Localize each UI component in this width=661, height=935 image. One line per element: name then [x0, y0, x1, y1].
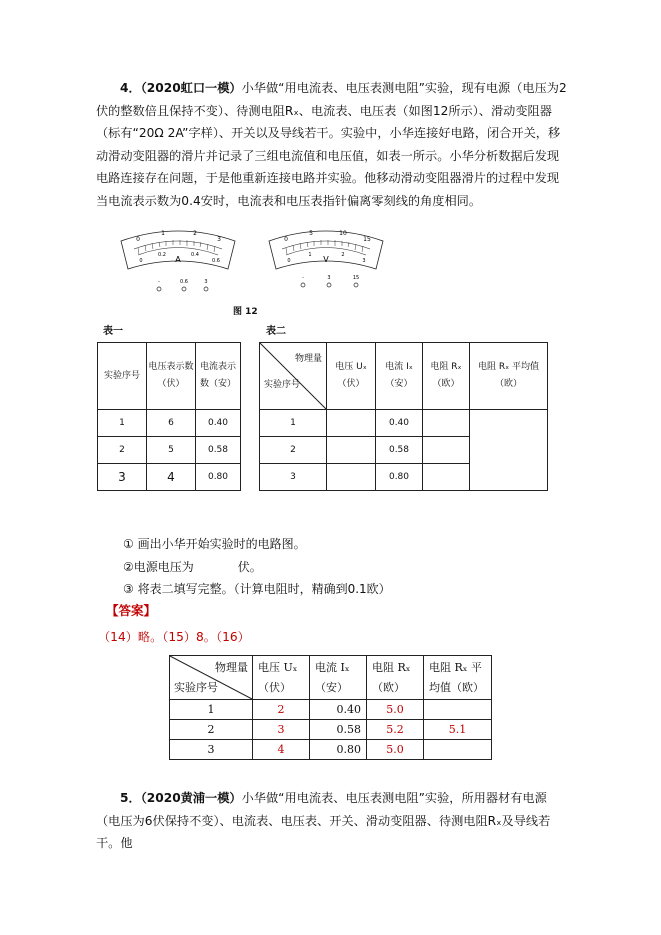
figure-caption: 图 12	[233, 307, 258, 317]
problem-4-paragraph	[96, 77, 570, 212]
table2-cell	[327, 410, 376, 437]
table-row	[260, 410, 548, 437]
problem-4-source: （2020虹口一模）	[140, 81, 242, 95]
voltmeter-top-tick-0: 0	[284, 236, 288, 243]
table2-cell: 0.80	[376, 464, 423, 491]
table2-cell: 0.40	[376, 410, 423, 437]
table2-cell: 2	[260, 437, 327, 464]
answer-cell: 5.0	[367, 700, 424, 720]
answer-corner-cell	[170, 656, 253, 700]
table2-header-current: 电流 Iₓ（安）	[376, 343, 423, 410]
table2-average-cell	[470, 410, 548, 491]
answer-line: （14）略。（15）8。（16）	[98, 630, 250, 644]
table-row	[170, 700, 492, 720]
answer-cell: 0.40	[310, 700, 367, 720]
answer-label: 【答案】	[106, 603, 157, 618]
question-2-start: ②电源电压为	[123, 560, 194, 574]
problem-4-text: 小华做“用电流表、电压表测电阻”实验，现有电源（电压为2伏的整数倍且保持不变）、待测电阻Rₓ、电流表、电压表（如图12所示）、滑动变阻器（标有“20Ω 2A”字样）、开关以及导线若干。实验中，小华连接好电路，闭合开关，移动滑动变阻器的滑片并记录了三组电流值和电压值，如表一所示。小华分析数据后发现电路连接存在问题，于是他重新连接电路并实验。他移动滑动变阻器滑片的过程中发现当电流表示数为0.4安时，电流表和电压表指针偏离零刻线的角度相同。	[96, 81, 567, 208]
answer-cell: 5.0	[367, 740, 424, 760]
table2-cell	[327, 464, 376, 491]
table1-header-voltage: 电压表示数（伏）	[147, 343, 196, 410]
problem-5-number: 5．	[120, 791, 141, 805]
table1-cell: 6	[147, 410, 196, 437]
voltmeter-bottom-tick-0: 0	[287, 258, 291, 264]
table2-corner-bottom: 实验序号	[264, 380, 301, 390]
table-row	[98, 437, 241, 464]
table2-cell: 3	[260, 464, 327, 491]
problem-5-source: （2020黄浦一模）	[140, 791, 242, 805]
voltmeter-unit-label: V	[323, 255, 329, 264]
ammeter-unit-label: A	[175, 255, 181, 264]
answer-cell: 0.80	[310, 740, 367, 760]
question-2	[123, 558, 262, 575]
voltmeter-bottom-tick-3: 3	[362, 258, 366, 264]
table-2	[259, 342, 548, 491]
ammeter-top-tick-3: 3	[217, 236, 221, 243]
table1-header-index: 实验序号	[98, 343, 147, 410]
voltmeter-bottom-tick-2: 2	[341, 252, 345, 258]
ammeter-bottom-tick-3: 0.6	[212, 258, 220, 264]
meters-figure	[118, 223, 408, 309]
table1-cell: 1	[98, 410, 147, 437]
answer-cell: 4	[253, 740, 310, 760]
answer-cell	[424, 700, 492, 720]
table1-cell: 0.40	[196, 410, 241, 437]
table2-header-voltage: 电压 Uₓ（伏）	[327, 343, 376, 410]
answer-cell	[424, 740, 492, 760]
table2-cell	[423, 410, 470, 437]
table1-cell: 2	[98, 437, 147, 464]
ammeter-top-tick-2: 2	[193, 230, 197, 237]
table2-cell	[423, 437, 470, 464]
question-3: ③ 将表二填写完整。（计算电阻时，精确到0.1欧）	[123, 582, 391, 596]
table2-corner-cell	[260, 343, 327, 410]
answer-cell: 1	[170, 700, 253, 720]
table-row	[98, 464, 241, 491]
ammeter	[121, 230, 235, 291]
table2-cell	[423, 464, 470, 491]
answer-average-cell: 5.1	[424, 720, 492, 740]
voltmeter-bottom-tick-1: 1	[308, 252, 312, 258]
table1-caption: 表一	[103, 326, 123, 337]
table-row	[98, 410, 241, 437]
table-row	[170, 720, 492, 740]
answer-header-average: 电阻 Rₓ 平均值（欧）	[424, 656, 492, 700]
ammeter-bottom-tick-0: 0	[139, 258, 143, 264]
table2-header-resistance: 电阻 Rₓ（欧）	[423, 343, 470, 410]
answer-header-resistance: 电阻 Rₓ（欧）	[367, 656, 424, 700]
answer-table	[169, 655, 492, 760]
answer-cell: 2	[170, 720, 253, 740]
answer-cell: 3	[253, 720, 310, 740]
answer-cell: 2	[253, 700, 310, 720]
table1-cell: 5	[147, 437, 196, 464]
ammeter-terminal-06: 0.6	[180, 279, 188, 285]
table2-corner-top: 物理量	[294, 354, 322, 364]
voltmeter-top-tick-1: 5	[309, 230, 313, 237]
table1-cell: 0.58	[196, 437, 241, 464]
answer-cell: 3	[170, 740, 253, 760]
answer-corner-top: 物理量	[215, 661, 248, 674]
table1-cell: 4	[147, 464, 196, 491]
table2-cell	[327, 437, 376, 464]
answer-cell: 5.2	[367, 720, 424, 740]
question-2-end: 伏。	[237, 560, 262, 574]
ammeter-top-tick-0: 0	[136, 236, 140, 243]
answer-header-voltage: 电压 Uₓ（伏）	[253, 656, 310, 700]
voltmeter-terminal-neg: -	[302, 275, 304, 281]
table2-header-average: 电阻 Rₓ 平均值（欧）	[470, 343, 548, 410]
voltmeter-terminal-3: 3	[327, 275, 331, 281]
ammeter-bottom-tick-1: 0.2	[158, 252, 166, 258]
table-1	[97, 342, 241, 491]
table1-cell: 0.80	[196, 464, 241, 491]
question-1: ① 画出小华开始实验时的电路图。	[123, 537, 306, 551]
table2-cell: 0.58	[376, 437, 423, 464]
voltmeter-top-tick-3: 15	[363, 236, 371, 243]
problem-4-number: 4．	[120, 81, 141, 95]
table2-caption: 表二	[266, 326, 286, 337]
ammeter-bottom-tick-2: 0.4	[191, 252, 199, 258]
answer-cell: 0.58	[310, 720, 367, 740]
ammeter-terminal-neg: -	[158, 279, 160, 285]
voltmeter	[269, 230, 383, 287]
answer-corner-bottom: 实验序号	[174, 681, 218, 694]
voltmeter-top-tick-2: 10	[339, 230, 347, 237]
ammeter-top-tick-1: 1	[161, 230, 165, 237]
table-row	[170, 740, 492, 760]
table1-header-current: 电流表示数（安）	[196, 343, 241, 410]
table1-cell: 3	[98, 464, 147, 491]
answer-header-current: 电流 Iₓ（安）	[310, 656, 367, 700]
problem-5-text: 小华做“用电流表、电压表测电阻”实验，所用器材有电源（电压为6伏保持不变）、电流表、电压表、开关、滑动变阻器、待测电阻Rₓ及导线若干。他	[96, 791, 551, 850]
voltmeter-terminal-15: 15	[352, 275, 360, 281]
problem-5-paragraph	[96, 787, 570, 855]
ammeter-terminal-3: 3	[204, 279, 208, 285]
table2-cell: 1	[260, 410, 327, 437]
